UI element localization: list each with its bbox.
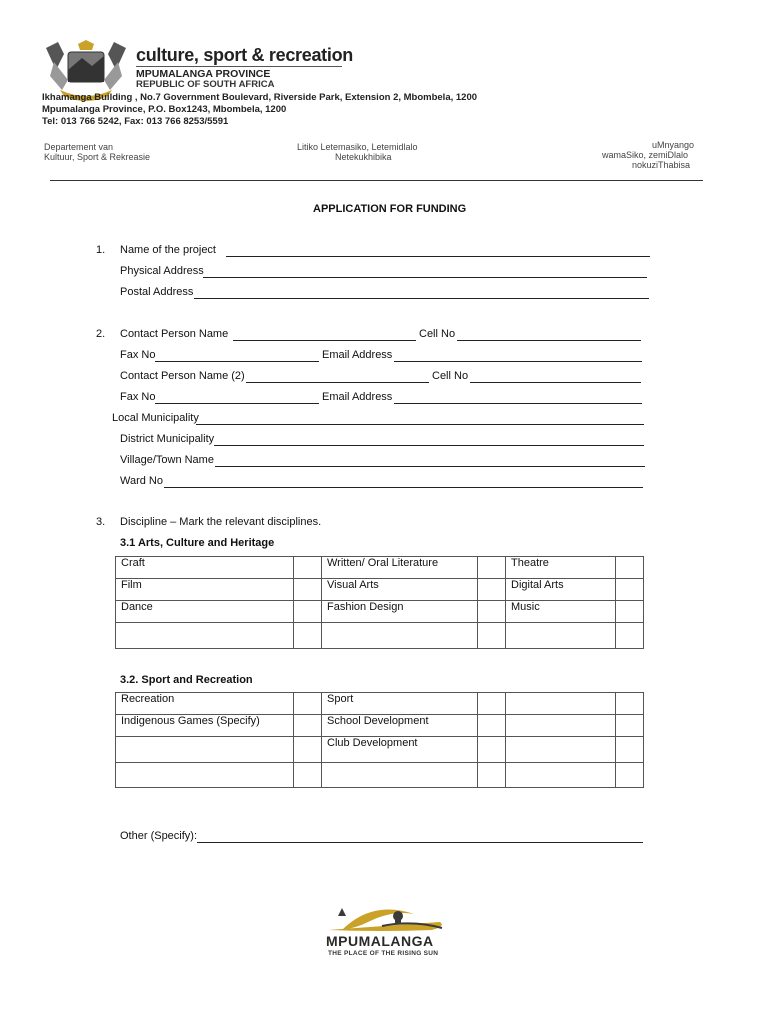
table-row	[116, 601, 644, 623]
footer-logo-tagline: THE PLACE OF THE RISING SUN	[328, 950, 439, 957]
fax-no-field[interactable]	[155, 361, 319, 362]
discipline-digital-arts: Digital Arts	[506, 579, 616, 601]
blank-cell[interactable]	[322, 623, 478, 649]
mark-checkbox[interactable]	[478, 693, 506, 715]
mark-checkbox[interactable]	[294, 601, 322, 623]
ward-no-field[interactable]	[164, 487, 643, 488]
blank-cell[interactable]	[116, 737, 294, 763]
blank-cell[interactable]	[116, 623, 294, 649]
discipline-music: Music	[506, 601, 616, 623]
contact-line: Tel: 013 766 5242, Fax: 013 766 8253/5591	[42, 116, 229, 127]
cell-no-field[interactable]	[457, 340, 641, 341]
mark-checkbox[interactable]	[294, 579, 322, 601]
blank-cell[interactable]	[506, 623, 616, 649]
department-name: culture, sport & recreation	[136, 45, 353, 65]
blank-cell[interactable]	[322, 763, 478, 788]
village-town-label: Village/Town Name	[120, 454, 214, 466]
discipline-school-development: School Development	[322, 715, 478, 737]
table-row	[116, 693, 644, 715]
mark-checkbox[interactable]	[616, 557, 644, 579]
contact-person-field[interactable]	[233, 340, 416, 341]
arts-discipline-table	[115, 556, 644, 649]
project-name-field[interactable]	[226, 256, 650, 257]
arts-culture-heading: 3.1 Arts, Culture and Heritage	[120, 537, 275, 549]
email-field[interactable]	[394, 361, 642, 362]
fax-no-label: Fax No	[120, 349, 156, 361]
postal-address-label: Postal Address	[120, 286, 194, 298]
table-row	[116, 623, 644, 649]
ward-no-label: Ward No	[120, 475, 163, 487]
header-divider	[50, 180, 703, 181]
mark-checkbox[interactable]	[478, 715, 506, 737]
siswati-dept-line: Netekukhibika	[335, 152, 392, 162]
blank-cell[interactable]	[506, 693, 616, 715]
fax-no-2-field[interactable]	[155, 403, 319, 404]
ndebele-dept-line: wamaSiko, zemiDlalo	[602, 150, 689, 160]
mark-checkbox[interactable]	[616, 715, 644, 737]
project-name-label: Name of the project	[120, 244, 216, 256]
mark-checkbox[interactable]	[616, 763, 644, 788]
cell-no-2-label: Cell No	[432, 370, 469, 382]
sport-recreation-heading: 3.2. Sport and Recreation	[120, 674, 253, 686]
discipline-club-development: Club Development	[322, 737, 478, 763]
mark-checkbox[interactable]	[294, 693, 322, 715]
address-line: Ikhamanga Building , No.7 Government Boulevard, Riverside Park, Extension 2, Mbombela, 1200	[42, 92, 478, 103]
mark-checkbox[interactable]	[478, 763, 506, 788]
section-number: 2.	[96, 328, 106, 340]
other-specify-field[interactable]	[197, 842, 643, 843]
section-number: 1.	[96, 244, 106, 256]
local-municipality-label: Local Municipality	[112, 412, 199, 424]
mark-checkbox[interactable]	[478, 579, 506, 601]
district-municipality-label: District Municipality	[120, 433, 215, 445]
cell-no-2-field[interactable]	[470, 382, 641, 383]
discipline-sport: Sport	[322, 693, 478, 715]
physical-address-field[interactable]	[203, 277, 647, 278]
discipline-craft: Craft	[116, 557, 294, 579]
blank-cell[interactable]	[506, 715, 616, 737]
mark-checkbox[interactable]	[616, 579, 644, 601]
discipline-written-oral-literature: Written/ Oral Literature	[322, 557, 478, 579]
department-divider	[136, 66, 342, 67]
mark-checkbox[interactable]	[294, 623, 322, 649]
table-row	[116, 715, 644, 737]
ndebele-dept-line: nokuziThabisa	[632, 160, 691, 170]
siswati-dept-line: Litiko Letemasiko, Letemidlalo	[297, 142, 418, 152]
section-number: 3.	[96, 516, 106, 528]
other-specify-label: Other (Specify):	[120, 830, 198, 842]
mark-checkbox[interactable]	[616, 693, 644, 715]
mark-checkbox[interactable]	[616, 623, 644, 649]
mark-checkbox[interactable]	[478, 623, 506, 649]
email-label: Email Address	[322, 349, 393, 361]
email-2-label: Email Address	[322, 391, 393, 403]
contact-person-2-label: Contact Person Name (2)	[120, 370, 245, 382]
discipline-film: Film	[116, 579, 294, 601]
discipline-indigenous-games: Indigenous Games (Specify)	[116, 715, 294, 737]
table-row	[116, 579, 644, 601]
village-town-field[interactable]	[215, 466, 645, 467]
address-line: Mpumalanga Province, P.O. Box1243, Mbombela, 1200	[42, 104, 287, 115]
blank-cell[interactable]	[116, 763, 294, 788]
discipline-heading: Discipline – Mark the relevant disciplines.	[120, 516, 322, 528]
discipline-theatre: Theatre	[506, 557, 616, 579]
blank-cell[interactable]	[506, 763, 616, 788]
form-title: APPLICATION FOR FUNDING	[313, 203, 467, 215]
mark-checkbox[interactable]	[294, 737, 322, 763]
local-municipality-field[interactable]	[196, 424, 644, 425]
district-municipality-field[interactable]	[214, 445, 644, 446]
ndebele-dept-line: uMnyango	[652, 140, 695, 150]
mark-checkbox[interactable]	[478, 557, 506, 579]
mark-checkbox[interactable]	[616, 601, 644, 623]
contact-person-2-field[interactable]	[246, 382, 429, 383]
afrikaans-dept-line: Departement van	[44, 142, 114, 152]
fax-no-2-label: Fax No	[120, 391, 156, 403]
table-row	[116, 557, 644, 579]
mark-checkbox[interactable]	[616, 737, 644, 763]
physical-address-label: Physical Address	[120, 265, 204, 277]
cell-no-label: Cell No	[419, 328, 456, 340]
republic-name: REPUBLIC OF SOUTH AFRICA	[136, 79, 275, 90]
table-row	[116, 737, 644, 763]
discipline-recreation: Recreation	[116, 693, 294, 715]
postal-address-field[interactable]	[194, 298, 649, 299]
mark-checkbox[interactable]	[294, 715, 322, 737]
mark-checkbox[interactable]	[294, 763, 322, 788]
mark-checkbox[interactable]	[478, 601, 506, 623]
afrikaans-dept-line: Kultuur, Sport & Rekreasie	[44, 152, 151, 162]
discipline-visual-arts: Visual Arts	[322, 579, 478, 601]
blank-cell[interactable]	[506, 737, 616, 763]
discipline-dance: Dance	[116, 601, 294, 623]
contact-person-label: Contact Person Name	[120, 328, 229, 340]
province-name: MPUMALANGA PROVINCE	[136, 68, 271, 80]
sport-discipline-table	[115, 692, 644, 788]
discipline-fashion-design: Fashion Design	[322, 601, 478, 623]
footer-logo-name: MPUMALANGA	[326, 933, 434, 949]
mark-checkbox[interactable]	[478, 737, 506, 763]
email-2-field[interactable]	[394, 403, 642, 404]
table-row	[116, 763, 644, 788]
mark-checkbox[interactable]	[294, 557, 322, 579]
